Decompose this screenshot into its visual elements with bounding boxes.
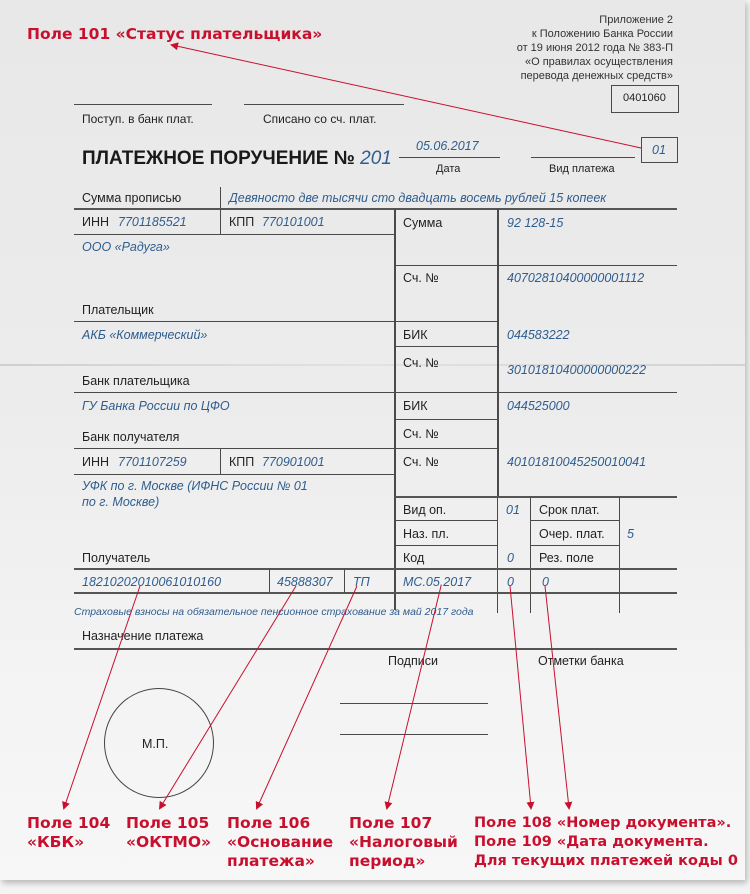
divider [497, 209, 499, 496]
payment-type-label: Вид платежа [549, 163, 615, 175]
appendix-line: к Положению Банка России [531, 28, 673, 40]
payee-inn: 7701107259 [118, 455, 187, 469]
payer-label: Плательщик [82, 303, 154, 317]
annotation-field-101: Поле 101 «Статус плательщика» [27, 25, 323, 43]
annotation-line: период» [349, 852, 426, 870]
annotation-line: Поле 104 [27, 814, 111, 832]
stamp-label: М.П. [142, 737, 169, 751]
annotation-line: Для текущих платежей коды 0 [474, 853, 738, 869]
payee-bank-label: Банк получателя [82, 430, 180, 444]
payee-account: 40101810045250010041 [507, 455, 647, 469]
code-label: Код [403, 551, 425, 565]
document-number: 201 [360, 148, 392, 169]
signatures-label: Подписи [388, 654, 438, 668]
annotation-line: Поле 106 [227, 814, 311, 832]
payer-kpp-label: КПП [229, 215, 255, 229]
annotation-line: Поле 108 «Номер документа». [474, 815, 732, 831]
divider [74, 592, 677, 594]
divider [74, 448, 498, 449]
signature-line-1 [340, 703, 488, 704]
bank-marks-label: Отметки банка [538, 654, 624, 668]
payee-kpp: 770901001 [262, 455, 325, 469]
divider [497, 497, 498, 613]
form-code: 0401060 [623, 92, 666, 104]
appendix-line: Приложение 2 [599, 14, 673, 26]
divider [395, 520, 498, 521]
sum-value: 92 128-15 [507, 216, 564, 230]
debited-line [244, 104, 404, 105]
payer-bank-label: Банк плательщика [82, 374, 190, 388]
divider [530, 497, 531, 613]
payee-bank-bik: 044525000 [507, 399, 570, 413]
divider [74, 648, 677, 650]
date-label: Дата [436, 163, 461, 175]
payer-kpp: 770101001 [262, 215, 325, 229]
payer-bank-bik-label: БИК [403, 328, 428, 342]
appendix-line: от 19 июня 2012 года № 383-П [516, 42, 673, 54]
payer-bank-bik: 044583222 [507, 328, 570, 342]
divider [74, 568, 677, 570]
annotation-field-108-109 [474, 814, 738, 871]
divider [395, 496, 677, 498]
payee-account-label: Сч. № [403, 455, 439, 469]
annotation-line: «КБК» [27, 833, 85, 851]
op-type-label: Вид оп. [403, 503, 447, 517]
payer-account-label: Сч. № [403, 271, 439, 285]
payer-bank-name: АКБ «Коммерческий» [82, 328, 208, 342]
divider [220, 187, 221, 209]
divider [74, 208, 677, 210]
divider [74, 474, 394, 475]
amount-words-label: Сумма прописью [82, 191, 182, 205]
received-label: Поступ. в банк плат. [82, 112, 194, 126]
amount-words-value: Девяносто две тысячи сто двадцать восемь рублей 15 копеек [229, 191, 607, 205]
annotation-field-105 [126, 814, 211, 852]
payer-inn: 7701185521 [118, 215, 187, 229]
annotation-line: Поле 109 «Дата документа. [474, 834, 709, 850]
divider [394, 209, 396, 610]
due-label: Срок плат. [539, 503, 600, 517]
divider [74, 321, 394, 322]
date-value: 05.06.2017 [416, 139, 479, 153]
sum-label: Сумма [403, 216, 443, 230]
appendix-line: «О правилах осуществления [524, 56, 673, 68]
payee-bank-name: ГУ Банка России по ЦФО [82, 399, 230, 413]
payer-bank-corr: 30101810400000000222 [507, 363, 647, 377]
divider [220, 209, 221, 234]
basis-value: ТП [353, 575, 370, 589]
period-value: МС.05.2017 [403, 575, 472, 589]
code-value: 0 [507, 551, 514, 565]
purpose-text: Страховые взносы на обязательное пенсионное страхование за май 2017 года [74, 606, 474, 618]
purpose-label: Назначение платежа [82, 629, 204, 643]
divider [395, 419, 498, 420]
kbk-value: 18210202010061010160 [82, 575, 222, 589]
annotation-field-106 [227, 814, 333, 871]
divider [530, 545, 620, 546]
divider [530, 520, 620, 521]
signature-line-2 [340, 734, 488, 735]
annotation-line: «ОКТМО» [126, 833, 212, 851]
divider [74, 392, 677, 393]
annotation-line: «Основание [227, 833, 334, 851]
payee-bank-corr-label: Сч. № [403, 427, 439, 441]
appendix-line: перевода денежных средств» [520, 70, 673, 82]
divider [220, 449, 221, 474]
annotation-line: «Налоговый [349, 833, 458, 851]
payee-name-line1: УФК по г. Москве (ИФНС России № 01 [82, 479, 308, 493]
doc-number-value: 0 [507, 575, 514, 589]
debited-label: Списано со сч. плат. [263, 112, 377, 126]
purpose-code-label: Наз. пл. [403, 527, 450, 541]
received-line [74, 104, 212, 105]
annotation-line: Поле 107 [349, 814, 433, 832]
divider [395, 321, 498, 322]
appendix-note [517, 13, 673, 83]
title-text: ПЛАТЕЖНОЕ ПОРУЧЕНИЕ № [82, 148, 355, 169]
divider [269, 569, 270, 592]
payee-name-line2: по г. Москве) [82, 495, 160, 509]
divider [619, 497, 620, 613]
op-type-value: 01 [506, 503, 520, 517]
payer-bank-corr-label: Сч. № [403, 356, 439, 370]
payee-label: Получатель [82, 551, 151, 565]
payer-name: ООО «Радуга» [82, 240, 170, 254]
payee-inn-label: ИНН [82, 455, 110, 469]
priority-value: 5 [627, 527, 634, 541]
payee-kpp-label: КПП [229, 455, 255, 469]
date-line [399, 157, 500, 158]
divider [395, 265, 677, 266]
divider [395, 346, 498, 347]
payer-inn-label: ИНН [82, 215, 110, 229]
divider [74, 234, 394, 235]
doc-date-value: 0 [542, 575, 549, 589]
payer-account: 40702810400000001112 [507, 271, 645, 285]
divider [395, 545, 498, 546]
payee-bank-bik-label: БИК [403, 399, 428, 413]
annotation-line: платежа» [227, 852, 315, 870]
oktmo-value: 45888307 [277, 575, 333, 589]
divider [344, 569, 345, 592]
annotation-line: Поле 105 [126, 814, 210, 832]
document-title [82, 148, 392, 170]
payment-type-line [531, 157, 635, 158]
annotation-field-107 [349, 814, 458, 871]
payer-status-value: 01 [652, 143, 666, 157]
annotation-field-104 [27, 814, 110, 852]
reserve-label: Рез. поле [539, 551, 594, 565]
priority-label: Очер. плат. [539, 527, 605, 541]
